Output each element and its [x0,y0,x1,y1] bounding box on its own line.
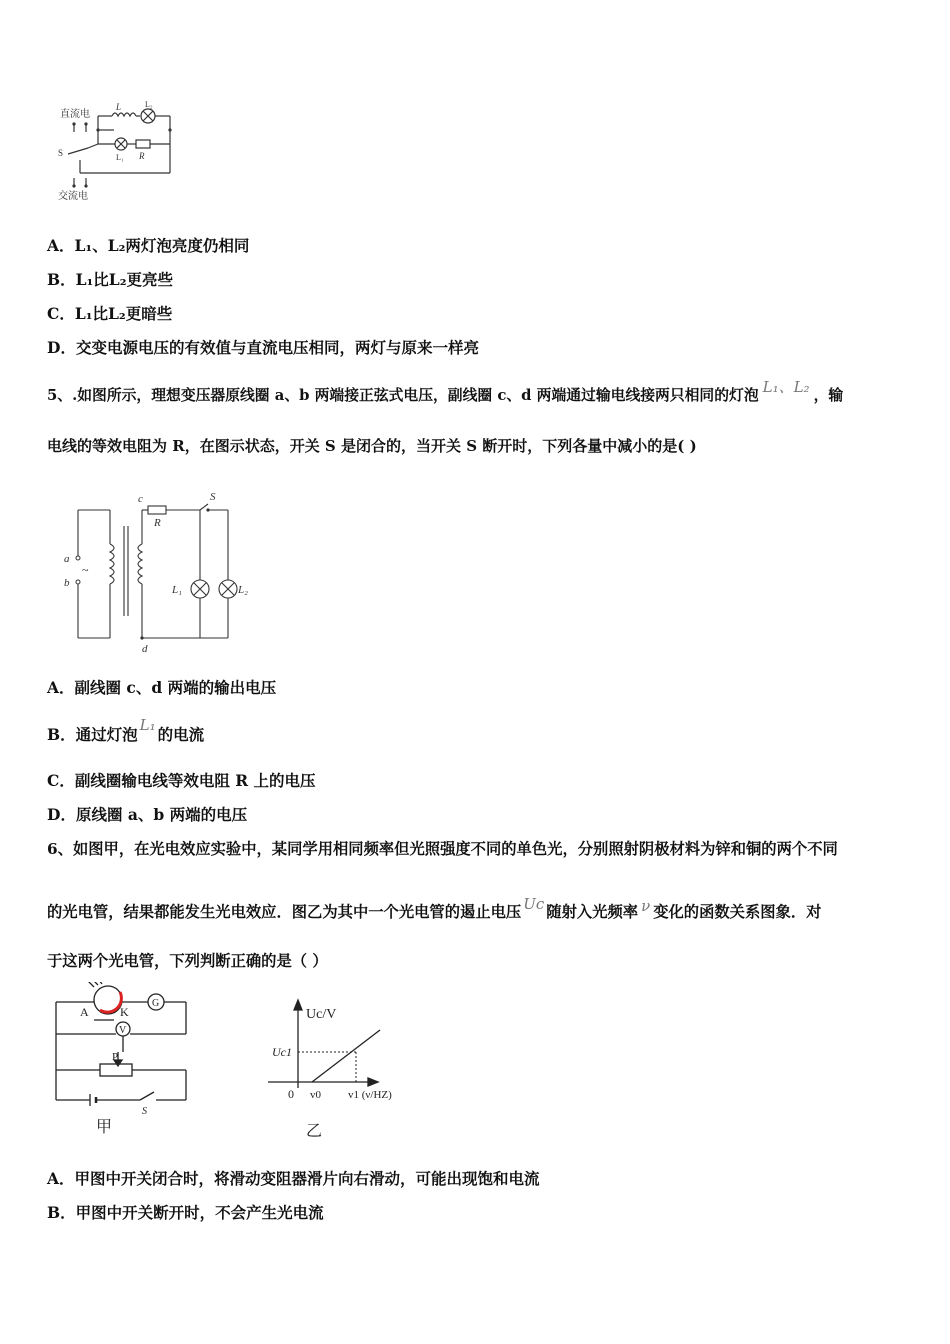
q4-option-a-letter: A． [47,236,75,255]
q4-fig-l-label: L [116,102,122,112]
q5-option-b-text-post: 的电流 [157,725,205,744]
q5-stem-line1 [47,378,844,406]
q4-fig-l2-label: L₂ [145,100,153,109]
q4-option-c-letter: C． [47,304,75,323]
q6-fig-a: A [80,1005,89,1019]
q6-stem-text-3: 随射入光频率 [546,903,639,921]
q6-fig-p: P [112,1051,119,1063]
q5-stem-end: ，输 [813,387,844,404]
q6-stem-line1 [47,839,838,859]
q6-fig-k: K [120,1005,129,1019]
q4-option-c-text: L₁比L₂更暗些 [74,304,173,323]
q4-option-d [47,338,479,358]
q6-graph-caption-yi: 乙 [306,1123,323,1140]
q6-option-a [47,1169,540,1189]
q5-option-c [47,771,316,791]
q5-stem-line2 [47,436,697,456]
q4-option-c [47,304,172,324]
q5-option-a-letter: A． [47,678,75,697]
q5-option-b-letter: B． [47,725,76,744]
q4-option-b-letter: B． [47,270,76,289]
q6-stem-text-5: 于这两个光电管，下列判断正确的是（ ） [47,952,328,970]
q6-graph-uc1: Uc1 [272,1045,292,1059]
q6-graph-v1: v1 (ν/HZ) [348,1089,392,1101]
q5-stem-text-2: 电线的等效电阻为 R，在图示状态，开关 S 是闭合的，当开关 S 断开时，下列各量中减小的是( ) [47,437,697,455]
q4-fig-r-label: R [139,151,145,161]
q4-option-d-text: 交变电源电压的有效值与直流电压相同，两灯与原来一样亮 [75,338,479,357]
q6-fig-g: G [152,998,160,1009]
q5-fig-b: b [64,577,70,589]
q6-stem-text-2: 的光电管，结果都能发生光电效应．图乙为其中一个光电管的遏止电压 [47,903,522,921]
q4-option-a-text: L₁、L₂两灯泡亮度仍相同 [74,236,250,255]
q4-fig-ac-label: 交流电 [58,191,88,202]
q6-option-b [47,1203,324,1223]
q6-graph-origin: 0 [288,1087,294,1101]
q5-fig-d: d [142,643,148,655]
q6-option-a-letter: A． [47,1169,75,1188]
q6-graph-figure-yi [262,996,422,1141]
q6-fig-v: V [119,1025,127,1036]
q5-option-b-text-pre: 通过灯泡 [75,725,138,744]
q5-fig-c: c [138,493,143,505]
q6-stem-text-4: 变化的函数关系图象．对 [653,903,822,921]
q5-option-b-symbol: L₁ [139,716,156,734]
q6-option-a-text: 甲图中开关闭合时，将滑动变阻器滑片向右滑动，可能出现饱和电流 [74,1169,540,1188]
q6-graph-ylabel: Uc/V [306,1007,337,1022]
q6-fig-s: S [142,1106,147,1117]
q5-transformer-figure [58,486,258,656]
q5-fig-r: R [154,517,161,529]
q4-fig-s-label: S [58,148,64,158]
q5-fig-l2: L₂ [238,584,248,596]
q6-uc-symbol: Uc [523,895,545,913]
q5-fig-a: a [64,553,70,565]
q5-option-a-text: 副线圈 c、d 两端的输出电压 [74,678,277,697]
q5-option-a [47,678,276,698]
q4-fig-l1-label: L₁ [116,153,124,162]
q5-fig-s: S [210,491,216,503]
q4-option-a [47,236,249,256]
q4-fig-dc-label: 直流电 [60,109,90,120]
q4-option-b [47,270,173,290]
q6-fig-caption-jia: 甲 [96,1119,113,1136]
q4-option-b-text: L₁比L₂更亮些 [75,270,173,289]
q6-graph-v0: v0 [310,1089,321,1101]
q5-option-d-letter: D． [47,805,76,824]
q6-nu-symbol: ν [641,897,651,915]
q5-lamps-symbol: L₁、L₂ [762,378,810,396]
q5-option-d-text: 原线圈 a、b 两端的电压 [75,805,248,824]
q5-option-c-text: 副线圈输电线等效电阻 R 上的电压 [74,771,316,790]
q6-stem-line2 [47,895,822,922]
q4-circuit-figure [52,98,192,208]
q6-stem-text-1: 6、如图甲，在光电效应实验中，某同学用相同频率但光照强度不同的单色光，分别照射阴极材料为锌和铜的两个不同 [47,840,838,858]
q5-stem-text: 5、.如图所示，理想变压器原线圈 a、b 两端接正弦式电压，副线圈 c、d 两端通过输电线接两只相同的灯泡 [47,387,759,404]
q5-fig-tilde: ~ [82,563,89,577]
q6-circuit-figure-jia [50,982,195,1137]
q4-option-d-letter: D． [47,338,76,357]
q5-fig-l1: L₁ [172,584,182,596]
q6-stem-line3 [47,951,328,971]
q5-option-d [47,805,247,825]
q5-option-c-letter: C． [47,771,75,790]
q5-option-b [47,716,205,745]
q6-option-b-text: 甲图中开关断开时，不会产生光电流 [75,1203,324,1222]
q6-option-b-letter: B． [47,1203,76,1222]
